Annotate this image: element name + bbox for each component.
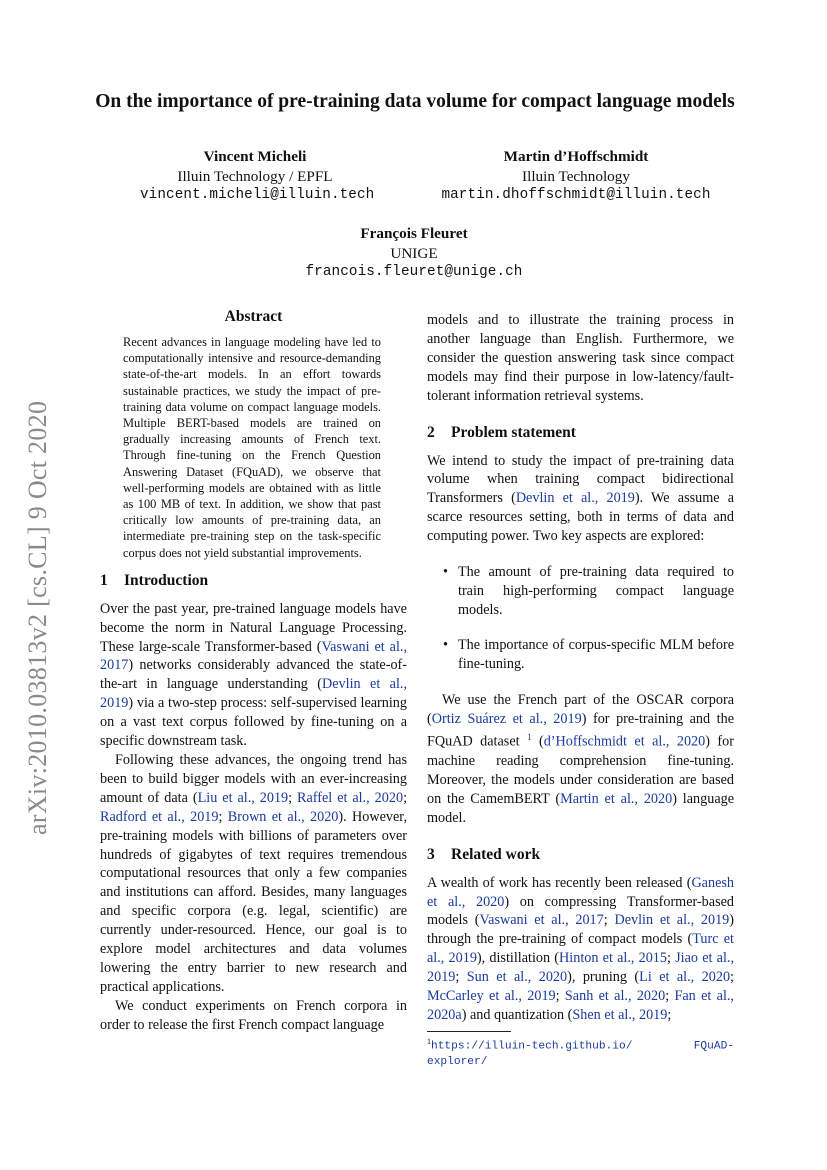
intro-paragraph-2 [100,751,407,997]
footnote [427,1035,734,1069]
text-run: ; [555,988,565,1005]
abstract-heading: Abstract [224,308,283,325]
citation-link[interactable]: Turc et al., 2019 [427,931,734,967]
left-column [100,308,407,1035]
text-run: ) language model. [427,790,735,826]
section-heading-problem-statement [427,423,734,443]
text-run: ( [531,734,544,751]
text-run: ; [667,950,676,967]
text-run: ; [667,1007,672,1024]
text-run: ; [455,969,467,986]
citation-link[interactable]: McCarley et al., 2019 [427,988,556,1005]
author-block-2 [418,147,734,206]
text-run: ), distillation ( [476,950,560,967]
citation-link[interactable]: Devlin et al., 2019 [515,490,635,507]
problem-paragraph-1 [427,452,734,547]
abstract-text: Recent advances in language modeling have led to computationally intensive and resource-demanding state-of-the-art models. In an effort towards sustainable practices, we study the impact of pre-training data volume on compact language models. Multiple BERT-based models are trained on gradually increasing amounts of French text. Through fine-tuning on the French Question Answering Dataset (FQuAD), we observe that well-performing models are obtained with as little as 100 MB of text. In addition, we show that past critically low amounts of pre-training data, an intermediate pre-training step on the task-specific corpus does not yield substantial improvements. [123,334,381,560]
citation-link[interactable]: Li et al., 2020 [639,969,731,986]
author-name: Vincent Micheli [203,148,307,165]
citation-link[interactable]: Vaswani et al., 2017 [479,912,604,929]
text-run: ) for pre-training and the FQuAD dataset [427,710,734,751]
citation-link[interactable]: Sanh et al., 2020 [564,988,666,1005]
citation-link[interactable]: Brown et al., 2020 [227,808,339,825]
text-run: ), pruning ( [567,969,640,986]
related-paragraph-1 [427,874,734,1025]
list-item [427,563,734,620]
footnote-number: 1 [427,1036,431,1046]
section-title: Problem statement [451,423,576,441]
text-run: ; [665,988,675,1005]
list-item-text: The importance of corpus-specific MLM before fine-tuning. [458,636,734,672]
citation-link[interactable]: Sun et al., 2020 [466,969,568,986]
section-number: 1 [100,571,108,589]
right-column [427,311,734,1069]
text-run: ) through the pre-training of compact models ( [427,912,735,948]
aspects-list [427,563,734,674]
author-email[interactable]: francois.fleuret@unige.ch [305,264,523,280]
text-run: We use the French part of the OSCAR corpora ( [427,691,734,727]
citation-link[interactable]: Martin et al., 2020 [560,790,673,807]
text-run: Following these advances, the ongoing trend has been to build bigger models with an ever-increasing amount of data ( [100,752,407,806]
citation-link[interactable]: d’Hoffschmidt et al., 2020 [543,734,706,751]
citation-link[interactable]: Raffel et al., 2020 [297,789,404,806]
section-heading-introduction [100,571,407,591]
intro-paragraph-3-start: We conduct experiments on French corpora in order to release the first French compact language [100,997,407,1033]
text-run: ; [288,789,298,806]
citation-link[interactable]: Hinton et al., 2015 [559,950,667,967]
section-number: 2 [427,423,435,441]
author-email[interactable]: martin.dhoffschmidt@illuin.tech [441,187,711,203]
text-run: A wealth of work has recently been released ( [427,874,692,891]
problem-paragraph-2 [427,691,734,828]
citation-link[interactable]: Liu et al., 2019 [197,789,289,806]
section-title: Introduction [124,571,209,589]
section-heading-related-work [427,845,734,865]
intro-paragraph-3-continued: models and to illustrate the training process in another language than English. Furthermore, we consider the question answering task since compact models may find their purpose in low-latency/fault-tolerant information retrieval systems. [427,312,734,404]
author-email[interactable]: vincent.micheli@illuin.tech [140,187,375,203]
intro-paragraph-1 [100,600,407,751]
text-run: ). We assume a scarce resources setting, both in terms of data and computing power. Two key aspects are explored: [427,490,734,545]
text-run: ; [603,912,615,929]
section-number: 3 [427,845,435,863]
text-run: ; [403,789,408,806]
text-run: ; [218,808,228,825]
bullet-icon: • [443,636,448,653]
author-block-1 [140,147,375,206]
paper-title: On the importance of pre-training data volume for compact language models [95,91,735,112]
author-name: François Fleuret [360,225,468,242]
author-affiliation: UNIGE [390,244,438,262]
text-run: ) networks considerably advanced the state-of-the-art in language understanding ( [100,657,407,693]
footnote-url-link[interactable]: https://illuin-tech.github.io/ FQuAD-explorer/ [427,1040,734,1068]
text-run: ) and quantization ( [461,1007,573,1024]
citation-link[interactable]: Jiao et al., 2019 [427,950,734,986]
citation-link[interactable]: Vaswani et al., 2017 [100,638,407,674]
author-affiliation: Illuin Technology / EPFL [177,167,333,185]
footnote-divider [427,1031,511,1032]
footnote-marker[interactable]: 1 [527,732,532,743]
text-run: ) via a two-step process: self-supervised learning on a vast text corpus followed by fine-tuning on a specific downstream task. [100,695,407,750]
citation-link[interactable]: Devlin et al., 2019 [100,676,407,712]
list-item-text: The amount of pre-training data required to train high-performing compact language models. [458,564,734,618]
text-run: ; [730,969,734,986]
bullet-icon: • [443,564,448,581]
text-run: Over the past year, pre-trained language models have become the norm in Natural Language Processing. These large-scale Transformer-based ( [100,600,407,655]
list-item [427,636,734,674]
arxiv-identifier: arXiv:2010.03813v2 [cs.CL] 9 Oct 2020 [23,400,52,835]
author-affiliation: Illuin Technology [522,167,630,185]
section-title: Related work [451,845,541,863]
text-run: ). However, pre-training models with billions of parameters over hundreds of gigabytes of text requires tremendous computational resources that only a few companies and institutions can afford. Besides, many languages and specific corpora (e.g. legal, scientific) are currently under-resourced. Hence, our goal is to explore model architectures and data volumes lowering the entry barrier to new research and practical applications. [100,808,408,995]
text-run: ) on compressing Transformer-based models ( [427,893,734,929]
text-run: We intend to study the impact of pre-training data volume when training compact bidirectional Transformers ( [427,452,734,507]
author-block-3 [264,224,564,283]
citation-link[interactable]: Ganesh et al., 2020 [427,874,734,910]
author-name: Martin d’Hoffschmidt [503,148,649,165]
citation-link[interactable]: Radford et al., 2019 [100,808,219,825]
citation-link[interactable]: Devlin et al., 2019 [614,912,730,929]
text-run: ) for machine reading comprehension fine-tuning. Moreover, the models under consideration are based on the CamemBERT ( [427,734,734,807]
citation-link[interactable]: Shen et al., 2019 [572,1007,668,1024]
citation-link[interactable]: Fan et al., 2020a [427,988,734,1024]
citation-link[interactable]: Ortiz Suárez et al., 2019 [431,710,582,727]
